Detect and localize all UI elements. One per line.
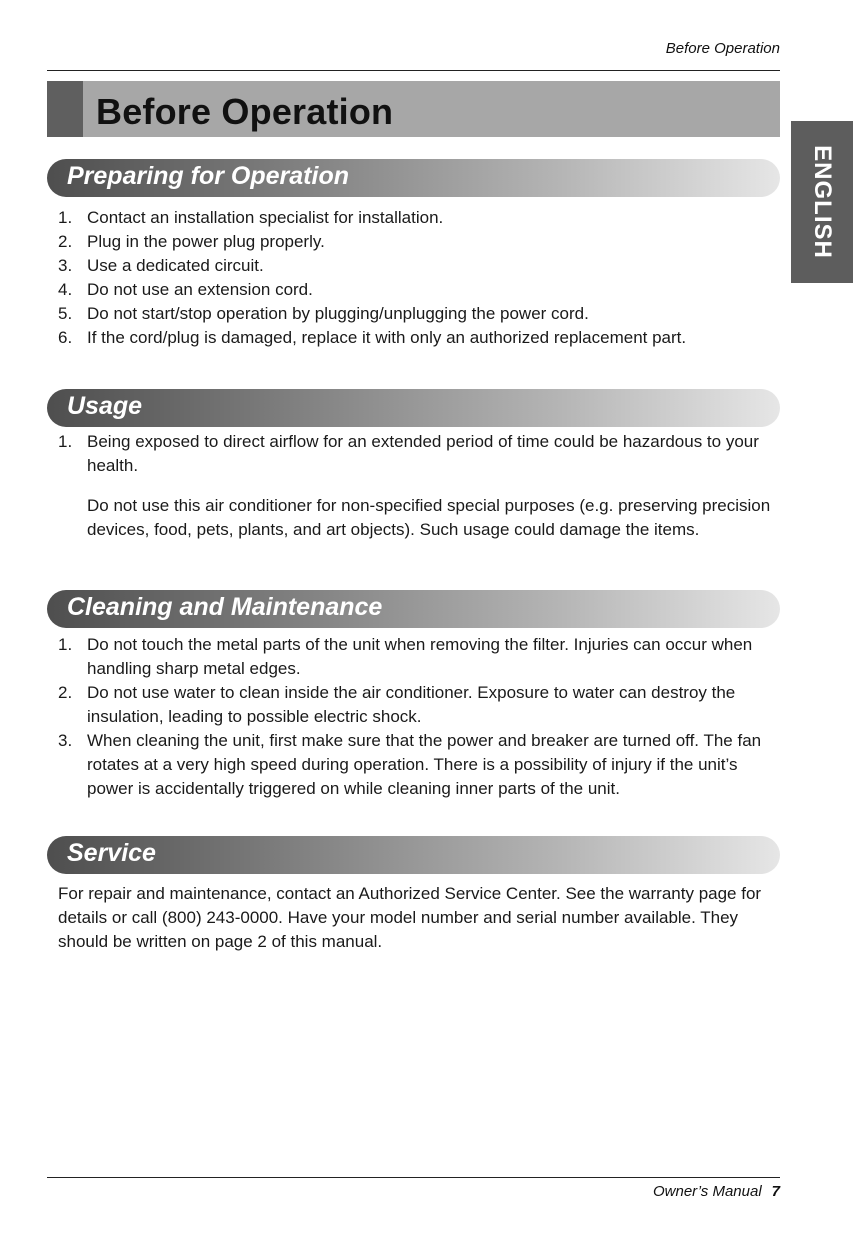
list-item: 1. Contact an installation specialist for installation. (58, 208, 444, 227)
section-header-cleaning (47, 590, 780, 628)
footer-rule (47, 1177, 780, 1178)
title-accent-block (47, 81, 83, 137)
service-paragraph: For repair and maintenance, contact an Authorized Service Center. See the warranty page for details or call (800) 243-0000. Have your model number and serial number available. They should be written on page 2 of this manual. (58, 884, 762, 951)
language-tab (791, 121, 853, 283)
list-item: 3. When cleaning the unit, first make sure that the power and breaker are turned off. The fan rotates at a very high speed during operation. There is a possibility of injury if the unit’s power is accidentally triggered on while cleaning inner parts of the unit. (58, 731, 762, 798)
usage-paragraph: Do not use this air conditioner for non-specified special purposes (e.g. preserving precision devices, food, pets, plants, and art objects). Such usage could damage the items. (87, 496, 771, 539)
list-item: 5. Do not start/stop operation by plugging/unplugging the power cord. (58, 304, 589, 323)
language-tab-label: ENGLISH (809, 145, 836, 259)
list-item: 2. Do not use water to clean inside the air conditioner. Exposure to water can destroy the insulation, leading to possible electric shock. (58, 683, 736, 726)
section-heading: Preparing for Operation (67, 162, 349, 190)
section-heading: Usage (67, 392, 143, 420)
preparing-list (58, 206, 783, 350)
section-header-service (47, 836, 780, 874)
section-header-preparing (47, 159, 780, 197)
list-item: 4. Do not use an extension cord. (58, 280, 313, 299)
usage-list (58, 430, 783, 542)
header-rule (47, 70, 780, 71)
page-title: Before Operation (96, 91, 394, 132)
list-item: 2. Plug in the power plug properly. (58, 232, 325, 251)
running-head: Before Operation (665, 40, 780, 57)
section-heading: Cleaning and Maintenance (67, 593, 383, 621)
section-heading: Service (67, 839, 156, 867)
list-item: 6. If the cord/plug is damaged, replace it with only an authorized replacement part. (58, 328, 687, 347)
footer (653, 1183, 780, 1200)
section-header-usage (47, 389, 780, 427)
list-item: 3. Use a dedicated circuit. (58, 256, 264, 275)
cleaning-list (58, 633, 783, 801)
title-bar (47, 81, 780, 137)
page-number: 7 (771, 1183, 780, 1200)
manual-label: Owner’s Manual (652, 1183, 762, 1200)
list-item: 1. Do not touch the metal parts of the unit when removing the filter. Injuries can occur when handling sharp metal edges. (58, 635, 753, 678)
list-item: 1. Being exposed to direct airflow for an extended period of time could be hazardous to your health. (58, 432, 759, 475)
